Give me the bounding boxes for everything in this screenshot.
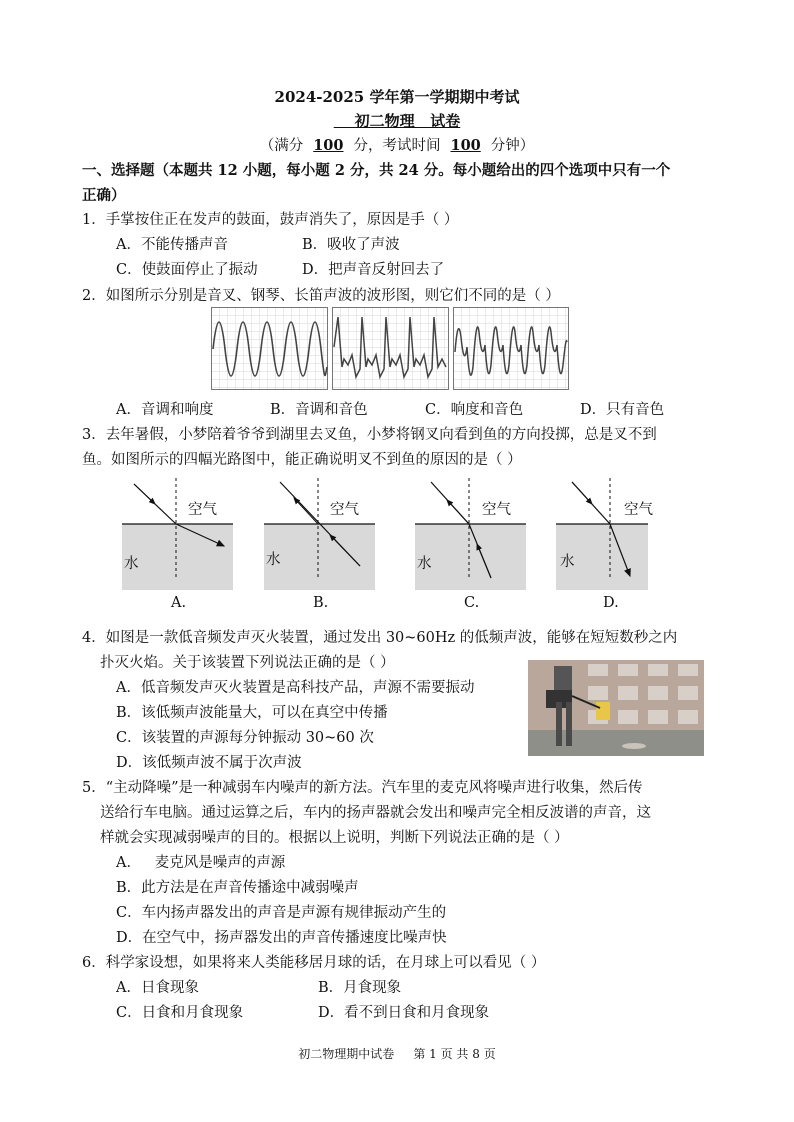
q6-option-b: B．月食现象: [318, 980, 402, 996]
q4-option-b: B．该低频声波能量大，可以在真空中传播: [116, 705, 388, 721]
water-label-c: 水: [417, 556, 432, 572]
full-score: 100: [313, 137, 344, 154]
q1-option-a: A．不能传播声音: [116, 237, 228, 253]
subject-name: 初二物理 试卷: [333, 112, 461, 130]
diagram-label-b: B.: [313, 595, 329, 611]
q5-option-a: A． 麦克风是噪声的声源: [116, 855, 286, 871]
q6-option-a: A．日食现象: [116, 980, 199, 996]
flute-waveform: [454, 308, 569, 390]
q5-stem-line3: 样就会实现减弱噪声的目的。根据以上说明，判断下列说法正确的是（ ）: [100, 830, 569, 846]
exam-meta: [0, 134, 794, 155]
q5-option-d: D．在空气中，扬声器发出的声音传播速度比噪声快: [116, 930, 447, 946]
q2-option-c: C．响度和音色: [425, 402, 524, 418]
ray-diagram-b: [264, 478, 375, 590]
air-label-d: 空气: [624, 502, 653, 518]
q2-option-a: A．音调和响度: [116, 402, 214, 418]
meta-prefix: （满分: [259, 138, 304, 154]
diagram-label-c: C.: [464, 595, 480, 611]
q2-stem: 2．如图所示分别是音叉、钢琴、长笛声波的波形图，则它们不同的是（ ）: [82, 288, 560, 304]
q1-option-c: C．使鼓面停止了振动: [116, 262, 258, 278]
q6-option-c: C．日食和月食现象: [116, 1005, 244, 1021]
q3-stem-line2: 鱼。如图所示的四幅光路图中，能正确说明叉不到鱼的原因的是（ ）: [82, 452, 522, 468]
section-heading-line2: 正确）: [82, 187, 126, 204]
water-label-b: 水: [266, 552, 281, 568]
section-heading-line1: 一、选择题（本题共 12 小题，每小题 2 分，共 24 分。每小题给出的四个选项中只有一个: [82, 162, 671, 179]
water-label-a: 水: [124, 556, 139, 572]
q3-stem-line1: 3．去年暑假，小梦陪着爷爷到湖里去叉鱼，小梦将钢叉向看到鱼的方向投掷，总是叉不到: [82, 427, 657, 443]
diagram-label-a: A.: [171, 595, 187, 611]
q1-option-b: B．吸收了声波: [302, 237, 400, 253]
air-label-a: 空气: [188, 502, 217, 518]
q4-stem-line2: 扑灭火焰。关于该装置下列说法正确的是（ ）: [100, 655, 395, 671]
waveform-figure: [211, 307, 569, 391]
meta-suffix: 分钟）: [490, 138, 535, 154]
q2-option-d: D．只有音色: [580, 402, 665, 418]
piano-waveform: [333, 308, 449, 390]
ray-diagram-c: [415, 478, 526, 590]
q5-stem-line2: 送给行车电脑。通过运算之后，车内的扬声器就会发出和噪声完全相反波谱的声音，这: [100, 805, 651, 821]
q5-option-c: C．车内扬声器发出的声音是声源有规律振动产生的: [116, 905, 447, 921]
meta-mid: 分，考试时间: [353, 138, 441, 154]
exam-time: 100: [450, 137, 481, 154]
q1-stem: 1．手掌按住正在发声的鼓面，鼓声消失了，原因是手（ ）: [82, 212, 459, 228]
q6-stem: 6．科学家设想，如果将来人类能移居月球的话，在月球上可以看见（ ）: [82, 955, 546, 971]
q1-option-d: D．把声音反射回去了: [302, 262, 445, 278]
air-label-c: 空气: [482, 502, 511, 518]
exam-title: 2024-2025 学年第一学期期中考试: [274, 88, 520, 106]
sound-fire-extinguisher-photo: [528, 660, 704, 756]
ray-diagrams: [118, 474, 648, 624]
q5-option-b: B．此方法是在声音传播途中减弱噪声: [116, 880, 359, 896]
ray-diagram-a: [122, 478, 233, 590]
page-footer: 初二物理期中试卷 第 1 页 共 8 页: [298, 1047, 496, 1061]
subject-line: [0, 110, 794, 131]
q4-option-d: D．该低频声波不属于次声波: [116, 755, 302, 771]
q2-option-b: B．音调和音色: [270, 402, 368, 418]
diagram-label-d: D.: [603, 595, 619, 611]
water-label-d: 水: [560, 554, 575, 570]
q4-stem-line1: 4．如图是一款低音频发声灭火装置，通过发出 30~60Hz 的低频声波，能够在短短数秒之内: [82, 630, 678, 646]
ray-diagram-d: [556, 478, 648, 590]
q4-option-c: C．该装置的声源每分钟振动 30~60 次: [116, 730, 374, 746]
air-label-b: 空气: [330, 502, 359, 518]
q6-option-d: D．看不到日食和月食现象: [318, 1005, 490, 1021]
q5-stem-line1: 5．“主动降噪”是一种减弱车内噪声的新方法。汽车里的麦克风将噪声进行收集，然后传: [82, 780, 643, 796]
tuning-fork-waveform: [212, 308, 328, 390]
q4-option-a: A．低音频发声灭火装置是高科技产品，声源不需要振动: [116, 680, 475, 696]
